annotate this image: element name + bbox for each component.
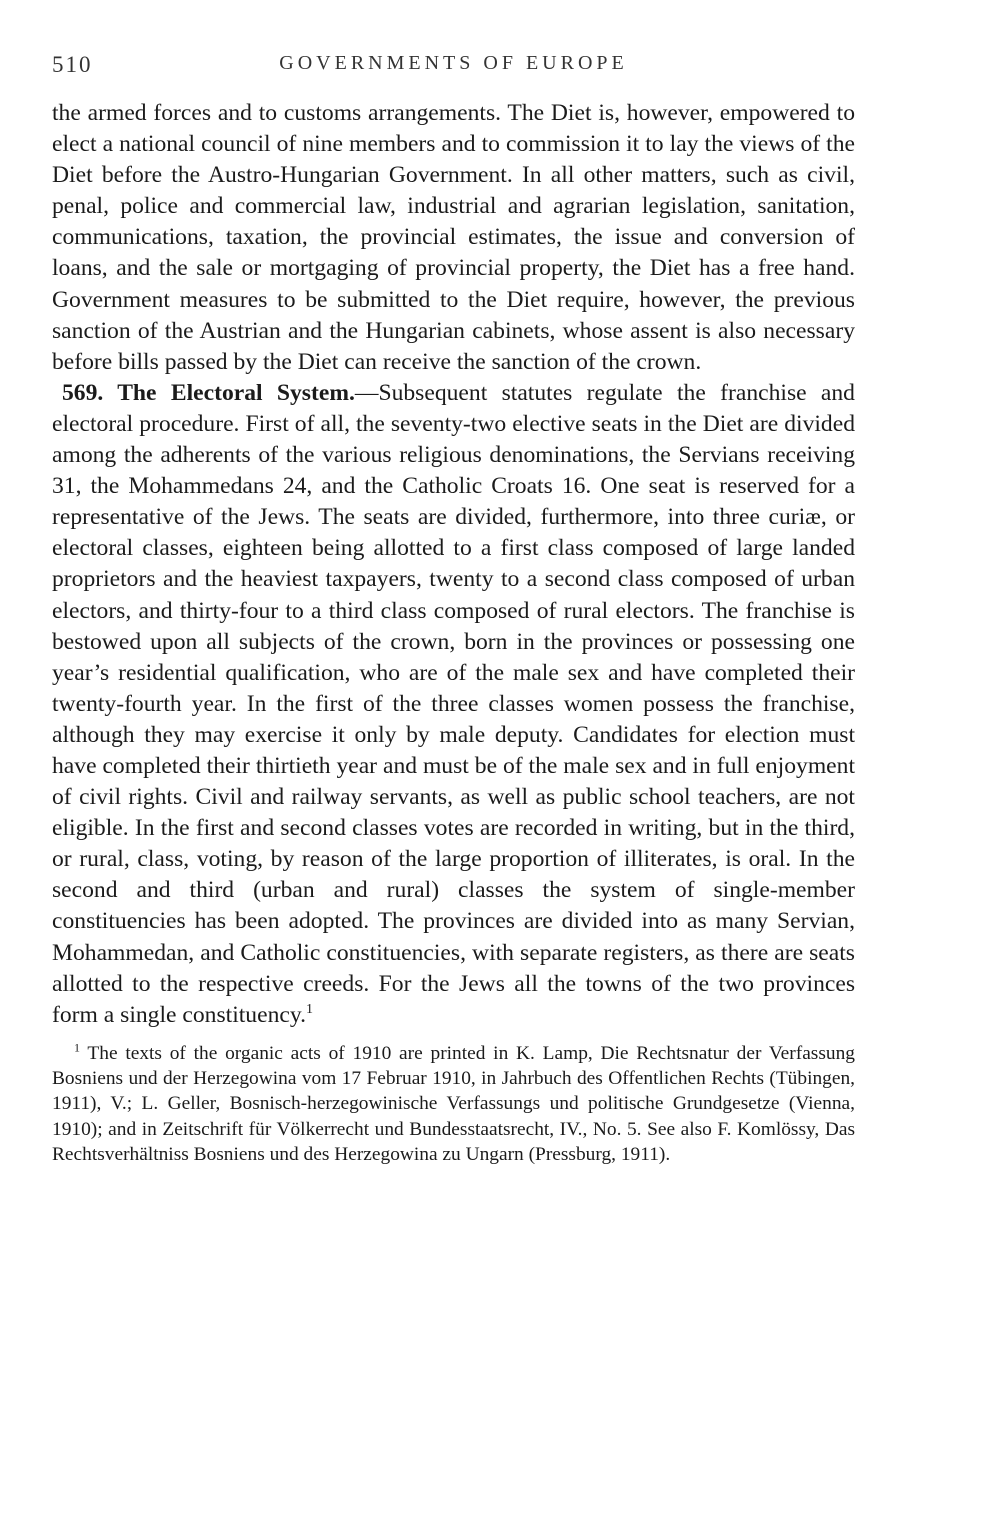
- footnote: [52, 1041, 855, 1167]
- footnote-reference[interactable]: 1: [306, 1001, 314, 1017]
- running-title: GOVERNMENTS OF EUROPE: [279, 52, 628, 74]
- footnote-number: 1: [74, 1040, 80, 1055]
- section-text: —Subsequent statutes regulate the franchise and electoral procedure. First of all, the seventy-two elective seats in the Diet are divided among the adherents of the various religious denominations, the Servians receiving 31, the Mohammedans 24, and the Catholic Croats 16. One seat is reserved for a representative of the Jews. The seats are divided, furthermore, into three curiæ, or electoral classes, eighteen being allotted to a first class composed of large landed proprietors and the heaviest taxpayers, twenty to a second class composed of urban electors, and thirty-four to a third class composed of rural electors. The franchise is bestowed upon all subjects of the crown, born in the provinces or possessing one year’s residential qualification, who are of the male sex and have completed their twenty-fourth year. In the first of the three classes women possess the franchise, although they may exercise it only by male deputy. Candidates for election must have completed their thirtieth year and must be of the male sex and in full enjoyment of civil rights. Civil and railway servants, as well as public school teachers, are not eligible. In the first and second classes votes are recorded in writing, but in the third, or rural, class, voting, by reason of the large proportion of illiterates, is oral. In the second and third (urban and rural) classes the system of single-member constituencies has been adopted. The provinces are divided into as many Servian, Mohammedan, and Catholic constituencies, with separate registers, as there are seats allotted to the respective creeds. For the Jews all the towns of the two provinces form a single constituency.: [52, 379, 855, 1028]
- book-page: [52, 48, 855, 1187]
- page-number: 510: [52, 52, 93, 77]
- continuation-paragraph: the armed forces and to customs arrangements. The Diet is, however, empowered to elect a national council of nine members and to commission it to lay the views of the Diet before the Austro-Hungarian Government. In all other matters, such as civil, penal, police and commercial law, industrial and agrarian legislation, sanitation, communications, taxation, the provincial estimates, the issue and conversion of loans, and the sale or mortgaging of provincial property, the Diet has a free hand. Government measures to be submitted to the Diet require, however, the previous sanction of the Austrian and the Hungarian cabinets, whose assent is also necessary before bills passed by the Diet can receive the sanction of the crown.: [52, 100, 855, 375]
- running-head: [52, 48, 855, 88]
- footnote-text: The texts of the organic acts of 1910 are printed in K. Lamp, Die Rechtsnatur der Verfassung Bosniens und der Herzegowina vom 17 Februar 1910, in Jahrbuch des Offentlichen Rechts (Tübingen, 1911), V.; L. Geller, Bosnisch-herzegowinische Verfassungs und politische Grundgesetze (Vienna, 1910); and in Zeitschrift für Völkerrecht und Bundesstaatsrecht, IV., No. 5. See also F. Komlössy, Das Rechtsverhältniss Bosniens und des Herzegowina zu Ungarn (Pressburg, 1911).: [52, 1042, 855, 1165]
- section-heading: 569. The Electoral System.: [62, 379, 355, 406]
- section-paragraph: [52, 378, 855, 1031]
